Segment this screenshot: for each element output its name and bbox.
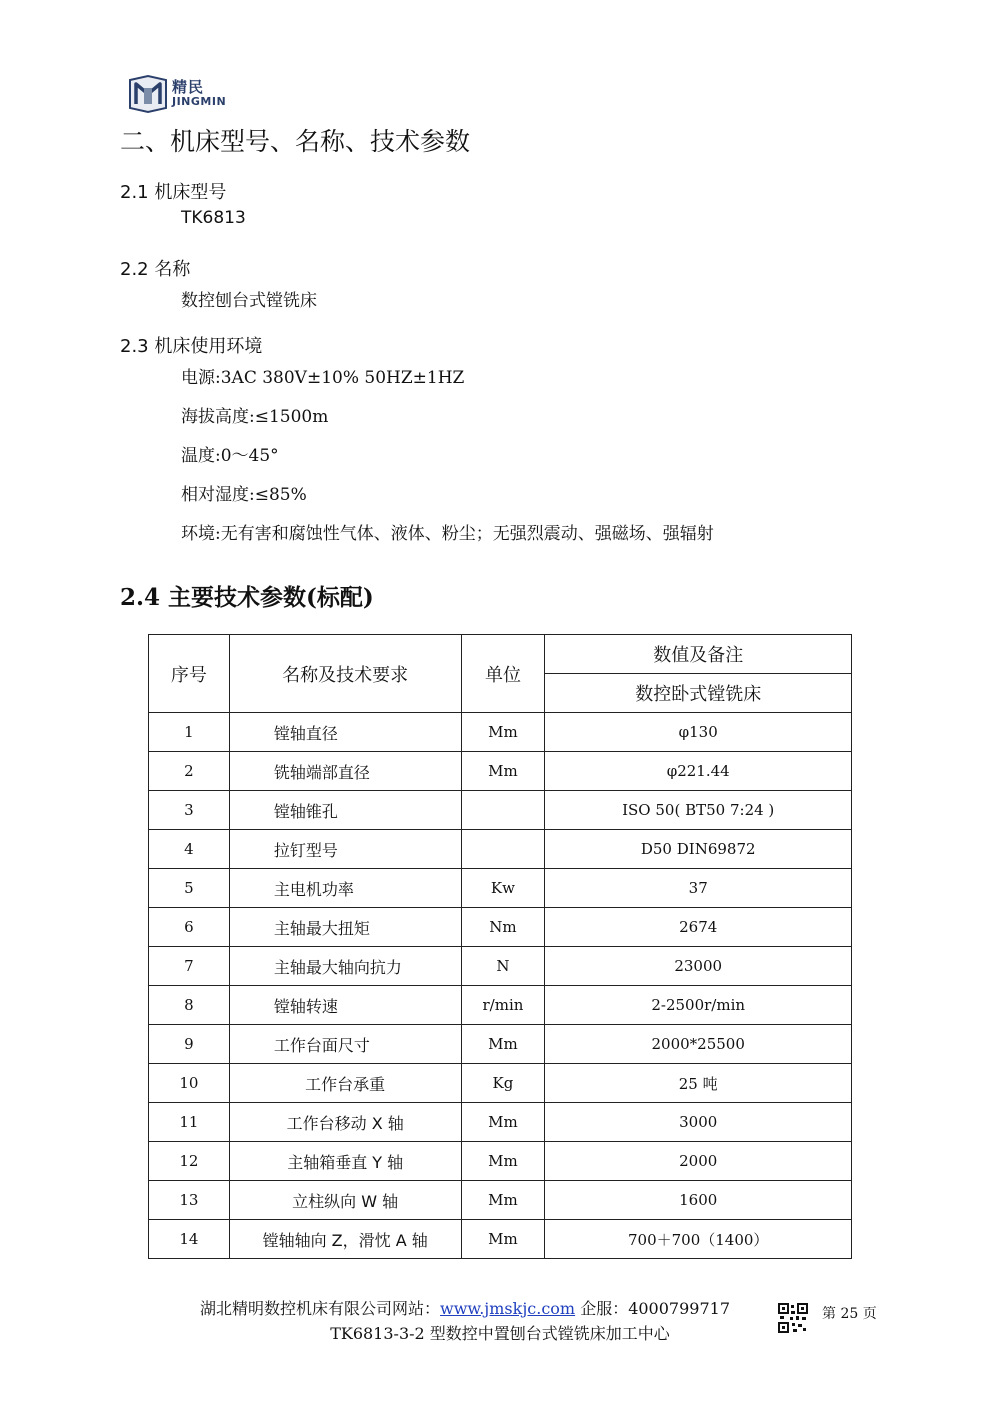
params-heading: 2.4 主要技术参数(标配) bbox=[120, 584, 374, 611]
row-name: 主轴最大扭矩 bbox=[229, 908, 461, 947]
env-temperature: 温度:0～45° bbox=[181, 446, 279, 466]
table-row bbox=[149, 752, 852, 791]
row-value: 700＋700（1400） bbox=[545, 1220, 852, 1259]
row-value: 2000*25500 bbox=[545, 1025, 852, 1064]
row-value: D50 DIN69872 bbox=[545, 830, 852, 869]
row-no: 8 bbox=[149, 986, 230, 1025]
table-row bbox=[149, 830, 852, 869]
row-no: 3 bbox=[149, 791, 230, 830]
row-unit: Mm bbox=[461, 1220, 545, 1259]
env-power: 电源:3AC 380V±10% 50HZ±1HZ bbox=[181, 368, 465, 388]
footer-website-link[interactable]: www.jmskjc.com bbox=[440, 1299, 576, 1318]
row-no: 4 bbox=[149, 830, 230, 869]
row-name: 主电机功率 bbox=[229, 869, 461, 908]
header-value: 数值及备注 bbox=[545, 635, 852, 674]
model-value: TK6813 bbox=[181, 208, 246, 228]
row-no: 13 bbox=[149, 1181, 230, 1220]
row-no: 12 bbox=[149, 1142, 230, 1181]
table-row bbox=[149, 1181, 852, 1220]
row-unit: Kw bbox=[461, 869, 545, 908]
env-humidity: 相对湿度:≤85% bbox=[181, 485, 307, 505]
row-no: 5 bbox=[149, 869, 230, 908]
table-row bbox=[149, 1220, 852, 1259]
footer-doc-title: TK6813-3-2 型数控中置刨台式镗铣床加工中心 bbox=[330, 1324, 670, 1343]
row-unit: N bbox=[461, 947, 545, 986]
row-name: 工作台面尺寸 bbox=[229, 1025, 461, 1064]
row-value: 1600 bbox=[545, 1181, 852, 1220]
row-value: 3000 bbox=[545, 1103, 852, 1142]
row-unit: r/min bbox=[461, 986, 545, 1025]
section-name-title: 2.2 名称 bbox=[120, 259, 191, 280]
env-altitude: 海拔高度:≤1500m bbox=[181, 407, 329, 427]
section-env-title: 2.3 机床使用环境 bbox=[120, 336, 263, 357]
row-name: 镗轴锥孔 bbox=[229, 791, 461, 830]
table-row bbox=[149, 713, 852, 752]
row-no: 1 bbox=[149, 713, 230, 752]
table-row bbox=[149, 1025, 852, 1064]
row-no: 11 bbox=[149, 1103, 230, 1142]
row-value: 37 bbox=[545, 869, 852, 908]
row-name: 主轴最大轴向抗力 bbox=[229, 947, 461, 986]
page-number: 第 25 页 bbox=[822, 1306, 877, 1322]
table-row bbox=[149, 908, 852, 947]
row-name: 工作台承重 bbox=[229, 1064, 461, 1103]
table-row bbox=[149, 1103, 852, 1142]
logo-text-en: JINGMIN bbox=[172, 95, 227, 108]
logo-text-cn: 精民 bbox=[172, 78, 205, 96]
row-unit: Kg bbox=[461, 1064, 545, 1103]
row-name: 镗轴直径 bbox=[229, 713, 461, 752]
header-no: 序号 bbox=[149, 635, 230, 713]
row-unit bbox=[461, 830, 545, 869]
row-value: 2000 bbox=[545, 1142, 852, 1181]
row-unit: Nm bbox=[461, 908, 545, 947]
row-name: 工作台移动 X 轴 bbox=[229, 1103, 461, 1142]
row-unit: Mm bbox=[461, 752, 545, 791]
row-value: 25 吨 bbox=[545, 1064, 852, 1103]
row-value: φ221.44 bbox=[545, 752, 852, 791]
header-name: 名称及技术要求 bbox=[229, 635, 461, 713]
params-table bbox=[148, 634, 852, 1259]
name-value: 数控刨台式镗铣床 bbox=[181, 291, 317, 311]
table-row bbox=[149, 947, 852, 986]
row-value: φ130 bbox=[545, 713, 852, 752]
row-value: 2674 bbox=[545, 908, 852, 947]
row-name: 镗轴转速 bbox=[229, 986, 461, 1025]
row-unit: Mm bbox=[461, 1142, 545, 1181]
row-name: 铣轴端部直径 bbox=[229, 752, 461, 791]
row-name: 镗轴轴向 Z，滑忱 A 轴 bbox=[229, 1220, 461, 1259]
row-unit bbox=[461, 791, 545, 830]
table-row bbox=[149, 869, 852, 908]
row-no: 7 bbox=[149, 947, 230, 986]
row-value: ISO 50( BT50 7:24 ) bbox=[545, 791, 852, 830]
table-row bbox=[149, 1064, 852, 1103]
row-value: 23000 bbox=[545, 947, 852, 986]
row-no: 6 bbox=[149, 908, 230, 947]
env-conditions: 环境:无有害和腐蚀性气体、液体、粉尘；无强烈震动、强磁场、强辐射 bbox=[181, 524, 714, 544]
row-unit: Mm bbox=[461, 713, 545, 752]
row-name: 拉钉型号 bbox=[229, 830, 461, 869]
footer-company: 湖北精明数控机床有限公司网站： bbox=[200, 1299, 441, 1318]
table-row bbox=[149, 791, 852, 830]
row-name: 主轴箱垂直 Y 轴 bbox=[229, 1142, 461, 1181]
chapter-heading: 二、机床型号、名称、技术参数 bbox=[120, 127, 471, 156]
table-row bbox=[149, 986, 852, 1025]
row-unit: Mm bbox=[461, 1103, 545, 1142]
footer-service: 企服：4000799717 bbox=[575, 1299, 730, 1318]
row-no: 2 bbox=[149, 752, 230, 791]
table-row bbox=[149, 1142, 852, 1181]
header-unit: 单位 bbox=[461, 635, 545, 713]
row-no: 9 bbox=[149, 1025, 230, 1064]
row-no: 10 bbox=[149, 1064, 230, 1103]
row-name: 立柱纵向 W 轴 bbox=[229, 1181, 461, 1220]
row-no: 14 bbox=[149, 1220, 230, 1259]
row-unit: Mm bbox=[461, 1181, 545, 1220]
header-model: 数控卧式镗铣床 bbox=[545, 674, 852, 713]
row-unit: Mm bbox=[461, 1025, 545, 1064]
row-value: 2-2500r/min bbox=[545, 986, 852, 1025]
section-model-title: 2.1 机床型号 bbox=[120, 182, 227, 203]
